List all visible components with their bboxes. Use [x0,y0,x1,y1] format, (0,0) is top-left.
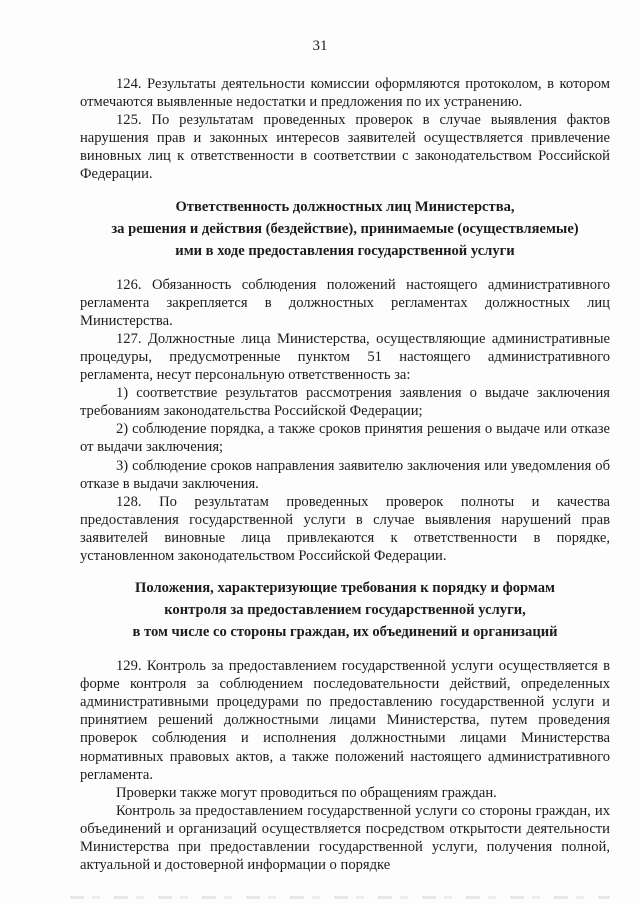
heading-line: контроля за предоставлением государственной услуги, [164,602,526,619]
paragraph-129: 129. Контроль за предоставлением государственной услуги осуществляется в форме контроля за соблюдением последовательности действий, определенных административными процедурами по предоставлению государственной услуги и принятием решений должностными лицами Министерства, путем проведения проверок соблюдения и исполнения должностными лицами Министерства нормативных правовых актов, а также положений настоящего административного регламента. [80,658,610,783]
paragraph-inspections: Проверки также могут проводиться по обращениям граждан. [116,784,497,801]
paragraph-citizen-control: Контроль за предоставлением государственной услуги со стороны граждан, их объединений и организаций осуществляется посредством открытости деятельности Министерства при предоставлении государственной услуги, получения полной, актуальной и достоверной информации о порядке [80,802,610,874]
heading-line: в том числе со стороны граждан, их объединений и организаций [132,624,558,641]
heading-line: Положения, характеризующие требования к порядку и формам [135,580,555,597]
section-heading-responsibility [80,196,610,262]
list-item-2: 2) соблюдение порядка, а также сроков принятия решения о выдаче или отказе от выдачи заключения; [80,421,610,456]
page-number: 31 [312,38,328,54]
heading-line: Ответственность должностных лиц Министерства, [175,198,515,215]
paragraph-126: 126. Обязанность соблюдения положений настоящего административного регламента закрепляется в должностных регламентах должностных лиц Министерства. [80,276,610,329]
paragraph-127: 127. Должностные лица Министерства, осуществляющие административные процедуры, предусмотренные пунктом 51 настоящего административного регламента, несут персональную ответственность за: [80,330,610,384]
section-heading-control [80,577,610,643]
paragraph-128: 128. По результатам проведенных проверок полноты и качества предоставления государственной услуги в случае выявления нарушений прав заявителей виновные лица привлекаются к ответственности в порядке, установленном законодательством Российской Федерации. [80,493,610,564]
paragraph-125: 125. По результатам проведенных проверок в случае выявления фактов нарушения прав и законных интересов заявителей осуществляется привлечение виновных лиц к ответственности в соответствии с законодательством Российской Федерации. [80,112,610,183]
heading-line: ими в ходе предоставления государственной услуги [175,242,515,259]
paragraph-124: 124. Результаты деятельности комиссии оформляются протоколом, в котором отмечаются выявленные недостатки и предложения по их устранению. [80,76,610,111]
list-item-3: 3) соблюдение сроков направления заявителю заключения или уведомления об отказе в выдачи заключения. [80,457,610,492]
document-body [80,75,610,874]
list-item-1: 1) соответствие результатов рассмотрения заявления о выдаче заключения требованиям законодательства Российской Федерации; [80,385,610,420]
scan-artifact [70,896,610,899]
heading-line: за решения и действия (бездействие), принимаемые (осуществляемые) [111,220,579,237]
